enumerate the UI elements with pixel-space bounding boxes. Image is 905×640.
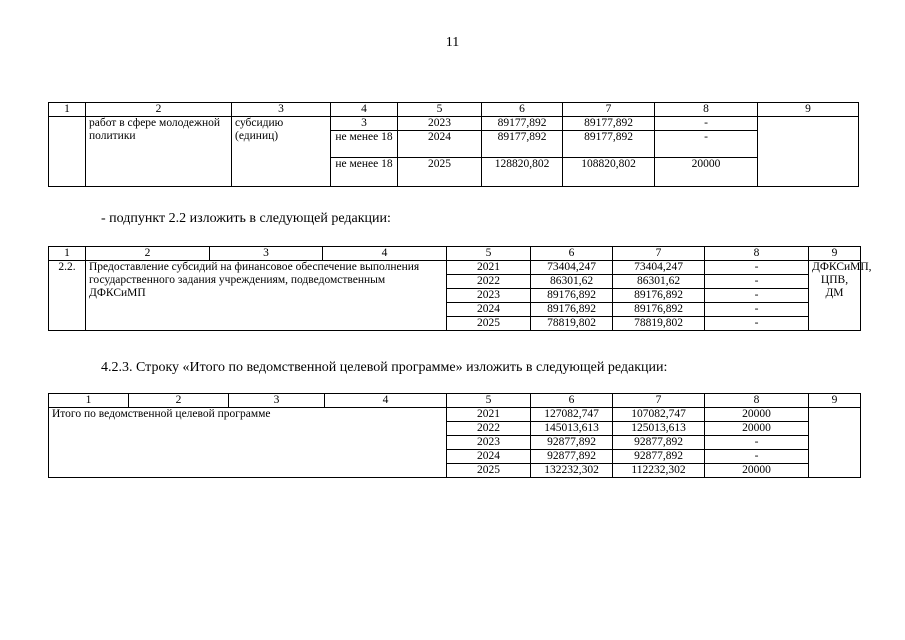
total-cell: 89176,892 <box>531 289 613 303</box>
other-cell: - <box>705 303 809 317</box>
total-cell: 132232,302 <box>531 464 613 478</box>
year-cell: 2025 <box>398 158 482 187</box>
header-cell: 1 <box>49 247 86 261</box>
table-row <box>49 408 861 422</box>
header-cell: 6 <box>531 394 613 408</box>
year-cell: 2023 <box>447 289 531 303</box>
total-cell: 89177,892 <box>482 117 563 131</box>
page-number: 11 <box>445 35 460 50</box>
header-cell: 7 <box>613 247 705 261</box>
header-cell: 3 <box>232 103 331 117</box>
work-description: работ в сфере молодежной политики <box>86 117 232 187</box>
other-cell: - <box>655 131 758 158</box>
header-cell: 3 <box>229 394 325 408</box>
header-cell: 8 <box>705 394 809 408</box>
budget-cell: 89177,892 <box>563 117 655 131</box>
other-cell: - <box>705 317 809 331</box>
other-cell: - <box>705 289 809 303</box>
target-value: не менее 18 <box>331 131 398 158</box>
header-cell: 8 <box>655 103 758 117</box>
year-cell: 2024 <box>447 450 531 464</box>
total-cell: 73404,247 <box>531 261 613 275</box>
other-cell: 20000 <box>705 464 809 478</box>
header-row <box>49 247 861 261</box>
header-cell: 7 <box>563 103 655 117</box>
header-cell: 1 <box>49 394 129 408</box>
table-row <box>49 261 861 275</box>
budget-cell: 73404,247 <box>613 261 705 275</box>
header-cell: 5 <box>447 247 531 261</box>
table-continuation <box>48 102 859 187</box>
unit-description: субсидию (единиц) <box>232 117 331 187</box>
other-cell: - <box>705 450 809 464</box>
total-cell: 92877,892 <box>531 436 613 450</box>
budget-cell: 125013,613 <box>613 422 705 436</box>
budget-cell: 92877,892 <box>613 436 705 450</box>
total-cell: 86301,62 <box>531 275 613 289</box>
empty-cell <box>49 117 86 187</box>
header-cell: 8 <box>705 247 809 261</box>
budget-cell: 108820,802 <box>563 158 655 187</box>
header-cell: 9 <box>809 394 861 408</box>
executor: ДФКСиМП, ЦПВ, ДМ <box>809 261 861 331</box>
header-cell: 2 <box>86 247 210 261</box>
header-cell: 5 <box>398 103 482 117</box>
year-cell: 2025 <box>447 464 531 478</box>
header-cell: 4 <box>323 247 447 261</box>
header-cell: 4 <box>325 394 447 408</box>
paragraph-subitem: - подпункт 2.2 изложить в следующей редакции: <box>101 211 391 226</box>
header-row <box>49 103 859 117</box>
total-cell: 145013,613 <box>531 422 613 436</box>
total-cell: 128820,802 <box>482 158 563 187</box>
other-cell: 20000 <box>705 422 809 436</box>
table-program-total <box>48 393 861 478</box>
item-number: 2.2. <box>49 261 86 331</box>
budget-cell: 89176,892 <box>613 289 705 303</box>
other-cell: - <box>655 117 758 131</box>
year-cell: 2021 <box>447 408 531 422</box>
header-cell: 3 <box>210 247 323 261</box>
empty-cell <box>809 408 861 478</box>
year-cell: 2023 <box>398 117 482 131</box>
header-cell: 2 <box>129 394 229 408</box>
target-value: 3 <box>331 117 398 131</box>
year-cell: 2022 <box>447 422 531 436</box>
budget-cell: 92877,892 <box>613 450 705 464</box>
paragraph-total-line: 4.2.3. Строку «Итого по ведомственной целевой программе» изложить в следующей редакции: <box>101 360 668 375</box>
table-subitem-2-2 <box>48 246 872 331</box>
target-value: не менее 18 <box>331 158 398 187</box>
year-cell: 2025 <box>447 317 531 331</box>
header-cell: 9 <box>809 247 861 261</box>
budget-cell: 78819,802 <box>613 317 705 331</box>
empty-cell <box>758 117 859 187</box>
header-cell: 7 <box>613 394 705 408</box>
budget-cell: 107082,747 <box>613 408 705 422</box>
year-cell: 2024 <box>447 303 531 317</box>
header-cell: 6 <box>482 103 563 117</box>
other-cell: - <box>705 275 809 289</box>
budget-cell: 89177,892 <box>563 131 655 158</box>
budget-cell: 112232,302 <box>613 464 705 478</box>
year-cell: 2023 <box>447 436 531 450</box>
header-cell: 5 <box>447 394 531 408</box>
budget-cell: 89176,892 <box>613 303 705 317</box>
header-row <box>49 394 861 408</box>
header-cell: 2 <box>86 103 232 117</box>
year-cell: 2024 <box>398 131 482 158</box>
header-cell: 1 <box>49 103 86 117</box>
total-cell: 92877,892 <box>531 450 613 464</box>
table-row <box>49 117 859 131</box>
budget-cell: 86301,62 <box>613 275 705 289</box>
other-cell: - <box>705 436 809 450</box>
total-label: Итого по ведомственной целевой программе <box>49 408 447 478</box>
header-cell: 9 <box>758 103 859 117</box>
total-cell: 89176,892 <box>531 303 613 317</box>
year-cell: 2021 <box>447 261 531 275</box>
total-cell: 89177,892 <box>482 131 563 158</box>
header-cell: 4 <box>331 103 398 117</box>
year-cell: 2022 <box>447 275 531 289</box>
other-cell: - <box>705 261 809 275</box>
header-cell: 6 <box>531 247 613 261</box>
other-cell: 20000 <box>705 408 809 422</box>
total-cell: 127082,747 <box>531 408 613 422</box>
other-cell: 20000 <box>655 158 758 187</box>
item-description: Предоставление субсидий на финансовое обеспечение выполнения государственного задания учреждениям, подведомственным ДФКСиМП <box>86 261 447 331</box>
total-cell: 78819,802 <box>531 317 613 331</box>
